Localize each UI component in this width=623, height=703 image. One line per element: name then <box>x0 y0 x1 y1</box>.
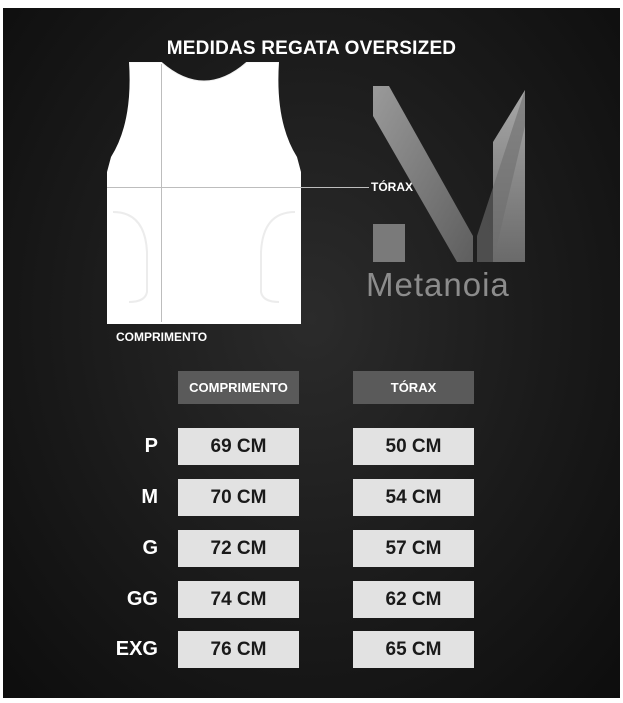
comprimento-value: 76 CM <box>178 631 299 668</box>
comprimento-value: 69 CM <box>178 428 299 465</box>
comprimento-value: 70 CM <box>178 479 299 516</box>
comprimento-measure-line <box>161 64 162 322</box>
size-label: G <box>142 537 158 559</box>
size-label: EXG <box>115 638 158 660</box>
torax-value: 50 CM <box>353 428 474 465</box>
brand-name: Metanoia <box>366 266 510 303</box>
comprimento-value: 72 CM <box>178 530 299 567</box>
size-label: P <box>144 435 158 457</box>
torax-value: 54 CM <box>353 479 474 516</box>
page-title: MEDIDAS REGATA OVERSIZED <box>166 38 457 59</box>
tank-top-illustration <box>107 62 301 324</box>
torax-value: 65 CM <box>353 631 474 668</box>
header-torax: TÓRAX <box>353 371 474 404</box>
torax-value: 62 CM <box>353 581 474 618</box>
torax-label: TÓRAX <box>371 180 413 194</box>
size-label: M <box>141 486 158 508</box>
torax-value: 57 CM <box>353 530 474 567</box>
size-label: GG <box>126 588 158 610</box>
size-chart-card <box>3 8 620 698</box>
torax-measure-line <box>107 187 369 188</box>
letter-m-logo-icon <box>369 86 529 262</box>
comprimento-label: COMPRIMENTO <box>116 330 208 344</box>
header-comprimento: COMPRIMENTO <box>178 371 299 404</box>
comprimento-value: 74 CM <box>178 581 299 618</box>
